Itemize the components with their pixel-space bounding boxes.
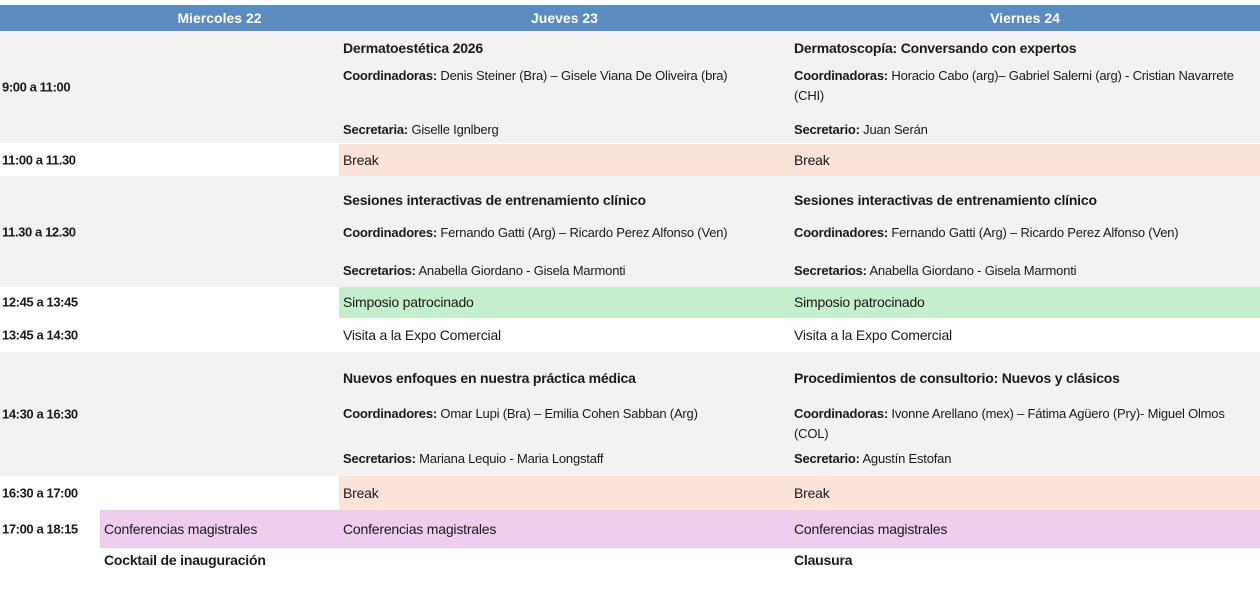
secretaries: Secretarios: Mariana Lequio - Maria Longstaff <box>343 451 604 466</box>
header-empty-cell <box>0 5 100 31</box>
break-label: Break <box>794 152 830 168</box>
session-title: Sesiones interactivas de entrenamiento clínico <box>343 192 646 208</box>
header-viernes: Viernes 24 <box>790 5 1260 31</box>
coordinators: Coordinadores: Fernando Gatti (Arg) – Ricardo Perez Alfonso (Ven) <box>343 225 728 240</box>
break-cell <box>790 144 1260 176</box>
time-slot-7: 16:30 a 17:00 <box>2 485 78 501</box>
lecture-label: Conferencias magistrales <box>343 521 497 537</box>
coordinators: Coordinadores: Omar Lupi (Bra) – Emilia Cohen Sabban (Arg) <box>343 406 698 421</box>
header-jueves: Jueves 23 <box>339 5 790 31</box>
lecture-cell <box>790 510 1260 548</box>
time-slot-3: 11.30 a 12.30 <box>2 224 76 240</box>
coordinators: Coordinadoras: Ivonne Arellano (mex) – Fátima Agüero (Pry)- Miguel Olmos (COL) <box>794 406 1225 441</box>
break-label: Break <box>343 152 379 168</box>
break-cell <box>339 476 790 510</box>
session-title: Procedimientos de consultorio: Nuevos y clásicos <box>794 370 1120 386</box>
coordinators: Coordinadores: Fernando Gatti (Arg) – Ricardo Perez Alfonso (Ven) <box>794 225 1179 240</box>
break-cell <box>339 144 790 176</box>
coordinators: Coordinadoras: Horacio Cabo (arg)– Gabriel Salerni (arg) - Cristian Navarrete (CHI) <box>794 68 1234 103</box>
expo-label: Visita a la Expo Comercial <box>794 327 952 343</box>
lecture-label: Conferencias magistrales <box>104 521 258 537</box>
break-cell <box>790 476 1260 510</box>
lecture-label: Conferencias magistrales <box>794 521 948 537</box>
symposium-cell <box>790 287 1260 318</box>
secretary: Secretario: Agustín Estofan <box>794 451 952 466</box>
session-title: Dermatoestética 2026 <box>343 40 483 56</box>
coordinators: Coordinadoras: Denis Steiner (Bra) – Gisele Viana De Oliveira (bra) <box>343 68 728 83</box>
symposium-label: Simposio patrocinado <box>794 294 925 310</box>
secretary: Secretario: Juan Serán <box>794 122 928 137</box>
time-slot-2: 11:00 a 11.30 <box>2 152 76 168</box>
symposium-cell <box>339 287 790 318</box>
expo-label: Visita a la Expo Comercial <box>343 327 501 343</box>
header-miercoles: Miercoles 22 <box>100 5 339 31</box>
secretaries: Secretarios: Anabella Giordano - Gisela Marmonti <box>794 263 1077 278</box>
time-slot-4: 12:45 a 13:45 <box>2 294 78 310</box>
break-label: Break <box>794 485 830 501</box>
session-title: Nuevos enfoques en nuestra práctica médica <box>343 370 636 386</box>
secretaries: Secretarios: Anabella Giordano - Gisela Marmonti <box>343 263 626 278</box>
opening-cocktail: Cocktail de inauguración <box>104 552 266 568</box>
session-title: Dermatoscopía: Conversando con expertos <box>794 40 1077 56</box>
time-slot-5: 13:45 a 14:30 <box>2 327 78 343</box>
lecture-cell <box>339 510 790 548</box>
session-title: Sesiones interactivas de entrenamiento clínico <box>794 192 1097 208</box>
time-slot-6: 14:30 a 16:30 <box>2 406 78 422</box>
symposium-label: Simposio patrocinado <box>343 294 474 310</box>
break-label: Break <box>343 485 379 501</box>
time-slot-8: 17:00 a 18:15 <box>2 521 78 537</box>
lecture-cell <box>100 510 339 548</box>
time-slot-1: 9:00 a 11:00 <box>2 79 71 95</box>
closing: Clausura <box>794 552 853 568</box>
secretary: Secretaria: Giselle Ignlberg <box>343 122 499 137</box>
